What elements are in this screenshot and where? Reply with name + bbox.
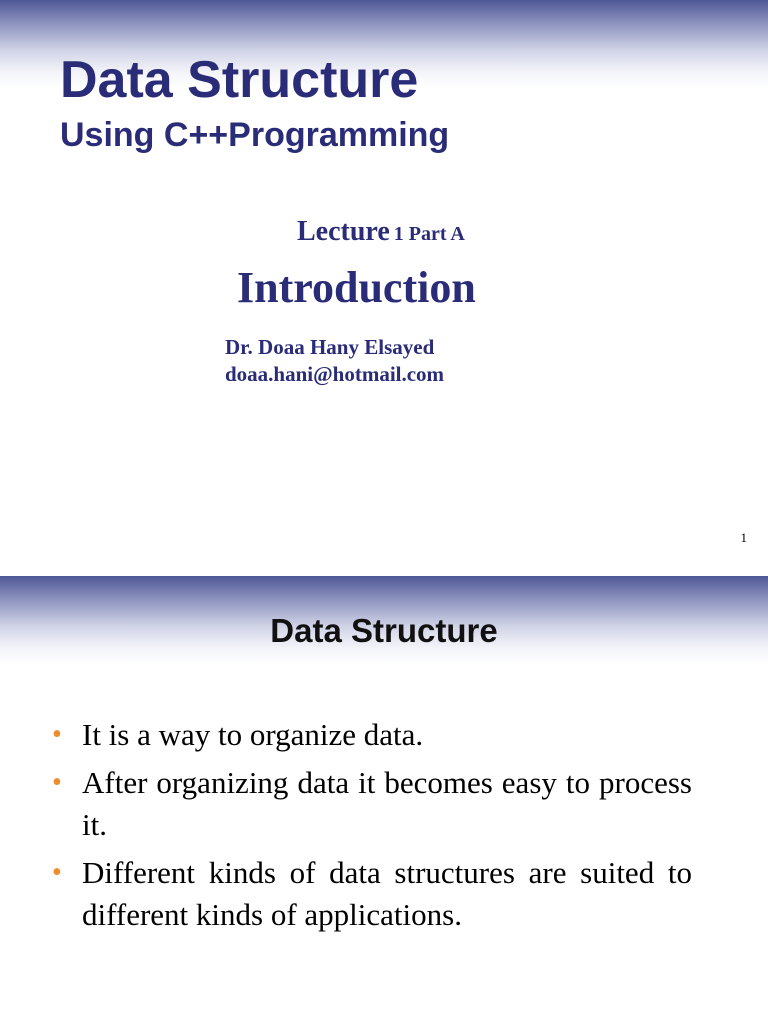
page-number: 1 — [740, 530, 747, 545]
bullet-icon: • — [52, 857, 62, 888]
lecture-topic: Introduction — [237, 263, 476, 312]
bullet-list — [52, 714, 692, 942]
author-block — [225, 334, 444, 388]
bullet-icon: • — [52, 719, 62, 750]
slide-title: Data Structure — [270, 612, 498, 649]
bullet-item — [52, 762, 692, 846]
bullet-text: Different kinds of data structures are suited to different kinds of applications. — [82, 855, 692, 932]
course-title: Data Structure — [60, 51, 419, 109]
bullet-item — [52, 714, 692, 756]
author-email: doaa.hani@hotmail.com — [225, 362, 445, 386]
bullet-text: After organizing data it becomes easy to process it. — [82, 765, 692, 842]
lecture-label — [297, 216, 465, 248]
lecture-word: Lecture — [297, 216, 390, 247]
slide-2 — [0, 576, 768, 1024]
author-name: Dr. Doaa Hany Elsayed — [225, 335, 435, 359]
bullet-icon: • — [52, 767, 62, 798]
course-subtitle: Using C++Programming — [60, 116, 450, 154]
lecture-part: 1 Part A — [393, 223, 465, 245]
bullet-item — [52, 852, 692, 936]
bullet-text: It is a way to organize data. — [82, 717, 424, 752]
